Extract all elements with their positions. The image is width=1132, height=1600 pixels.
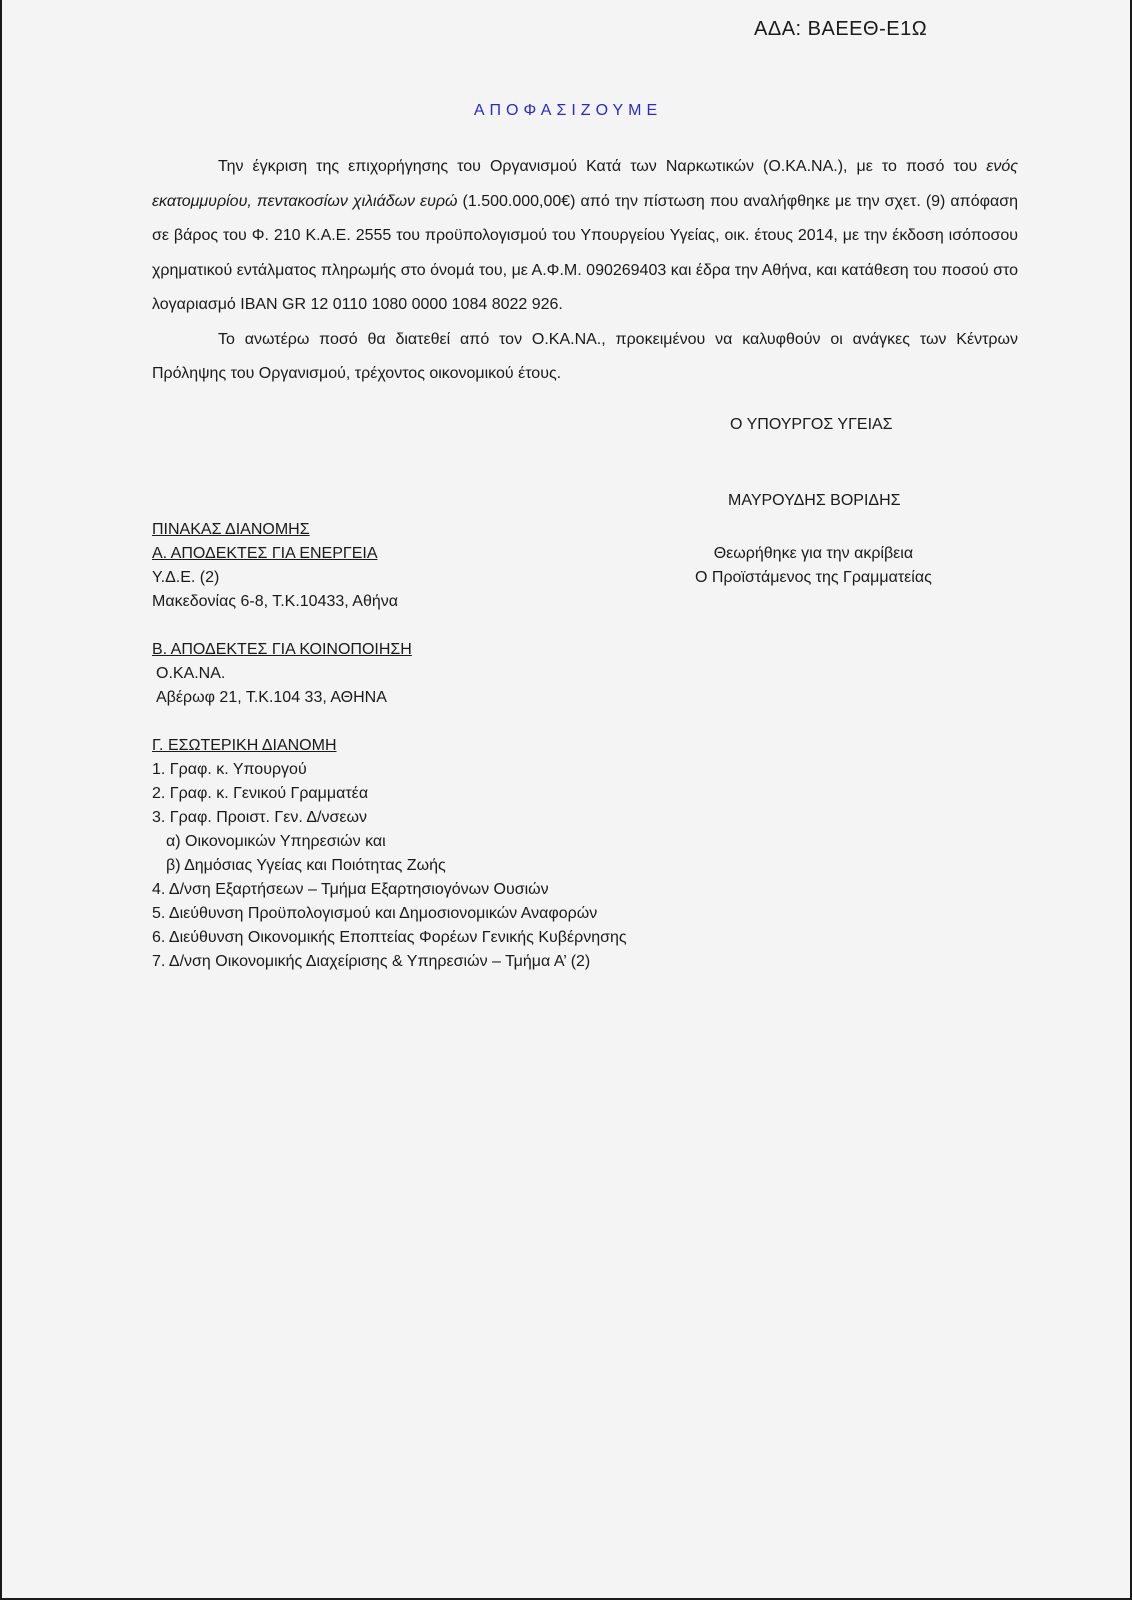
- list-item: 3. Γραφ. Προιστ. Γεν. Δ/νσεων: [152, 809, 367, 826]
- paragraph-text: Την έγκριση της επιχορήγησης του Οργανισμού Κατά των Ναρκωτικών (Ο.ΚΑ.ΝΑ.), με το ποσό του: [218, 158, 987, 175]
- list-item: Ο.ΚΑ.ΝΑ.: [156, 665, 226, 682]
- list-item: 1. Γραφ. κ. Υπουργού: [152, 761, 307, 778]
- list-item: 5. Διεύθυνση Προϋπολογισμού και Δημοσιονομικών Αναφορών: [152, 905, 598, 922]
- list-item: 2. Γραφ. κ. Γενικού Γραμματέα: [152, 785, 369, 802]
- section-c-title: Γ. ΕΣΩΤΕΡΙΚΗ ΔΙΑΝΟΜΗ: [152, 737, 337, 754]
- minister-title: Ο ΥΠΟΥΡΓΟΣ ΥΓΕΙΑΣ: [730, 416, 893, 433]
- minister-name: ΜΑΥΡΟΥΔΗΣ ΒΟΡΙΔΗΣ: [728, 492, 901, 509]
- list-item: Αβέρωφ 21, Τ.Κ.104 33, ΑΘΗΝΑ: [156, 689, 387, 706]
- list-item: α) Οικονομικών Υπηρεσιών και: [166, 833, 386, 850]
- accuracy-certification: [695, 542, 932, 590]
- distribution-title: ΠΙΝΑΚΑΣ ΔΙΑΝΟΜΗΣ: [152, 521, 310, 538]
- list-item: β) Δημόσιας Υγείας και Ποιότητας Ζωής: [166, 857, 446, 874]
- list-item: Μακεδονίας 6-8, Τ.Κ.10433, Αθήνα: [152, 593, 398, 610]
- decision-body: [152, 150, 1018, 392]
- list-item: Υ.Δ.Ε. (2): [152, 569, 220, 586]
- section-a-title: Α. ΑΠΟΔΕΚΤΕΣ ΓΙΑ ΕΝΕΡΓΕΙΑ: [152, 545, 378, 562]
- decision-paragraph-2: Το ανωτέρω ποσό θα διατεθεί από τον Ο.ΚΑ.ΝΑ., προκειμένου να καλυφθούν οι ανάγκες των Κέντρων Πρόληψης του Οργανισμού, τρέχοντος οικονομικού έτους.: [152, 330, 1018, 382]
- decision-paragraph-1: [152, 150, 1018, 323]
- ada-code: ΑΔΑ: ΒΑΕΕΘ-Ε1Ω: [754, 18, 928, 40]
- distribution-table: [152, 518, 627, 974]
- certification-line: Ο Προϊστάμενος της Γραμματείας: [695, 569, 932, 586]
- certification-line: Θεωρήθηκε για την ακρίβεια: [713, 545, 914, 562]
- list-item: 6. Διεύθυνση Οικονομικής Εποπτείας Φορέων Γενικής Κυβέρνησης: [152, 929, 627, 946]
- paragraph-text: (1.500.000,00€) από την πίστωση που αναλήφθηκε με την σχετ. (9) απόφαση σε βάρος του Φ. 210 Κ.Α.Ε. 2555 του προϋπολογισμού του Υπουργείου Υγείας, οικ. έτους 2014, με την έκδοση ισόποσου χρηματικού εντάλματος πληρωμής στο όνομά του, με Α.Φ.Μ. 090269403 και έδρα την Αθήνα, και κατάθεση του ποσού στο λογαριασμό IBAN GR 12 0110 1080 0000 1084 8022 926.: [152, 192, 1018, 313]
- section-b-title: Β. ΑΠΟΔΕΚΤΕΣ ΓΙΑ ΚΟΙΝΟΠΟΙΗΣΗ: [152, 641, 412, 658]
- decision-heading: ΑΠΟΦΑΣΙΖΟΥΜΕ: [473, 102, 663, 119]
- amount-in-words: ενός εκατομμυρίου, πεντακοσίων χιλιάδων ευρώ: [152, 158, 1018, 210]
- list-item: 4. Δ/νση Εξαρτήσεων – Τμήμα Εξαρτησιογόνων Ουσιών: [152, 881, 549, 898]
- list-item: 7. Δ/νση Οικονομικής Διαχείρισης & Υπηρεσιών – Τμήμα Α’ (2): [152, 953, 591, 970]
